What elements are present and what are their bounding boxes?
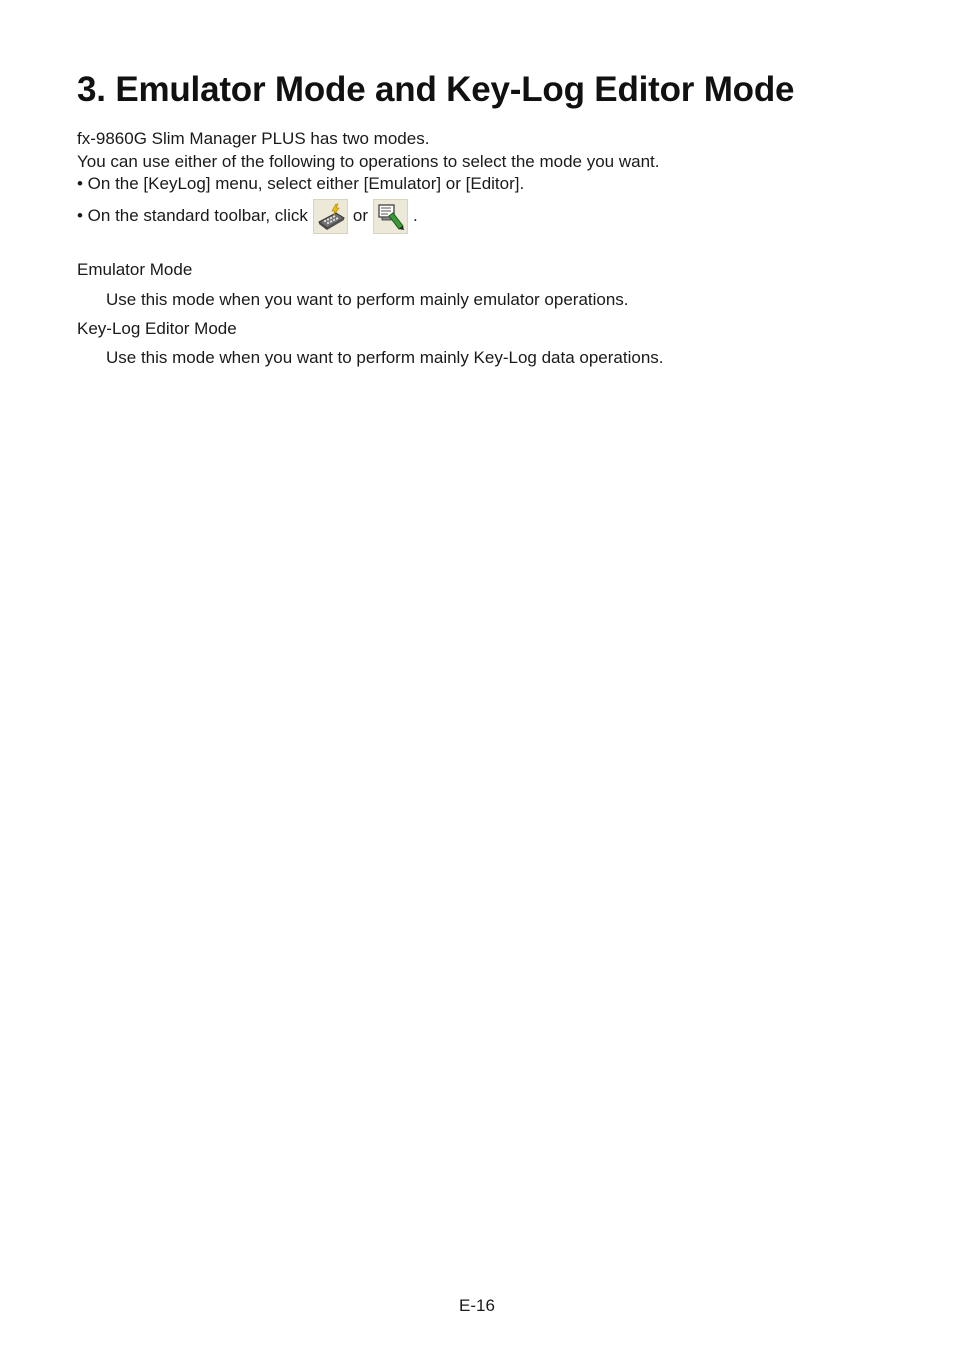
bullet-toolbar-or: or: [352, 206, 368, 225]
intro-line-2: You can use either of the following to operations to select the mode you want.: [77, 152, 660, 171]
page-title: 3. Emulator Mode and Key-Log Editor Mode: [77, 70, 795, 109]
emulator-mode-heading: Emulator Mode: [77, 260, 193, 279]
bullet-toolbar-prefix: • On the standard toolbar, click: [77, 206, 308, 225]
bullet-toolbar-suffix: .: [412, 206, 418, 225]
page-number: E-16: [459, 1296, 495, 1315]
editor-mode-heading: Key-Log Editor Mode: [77, 319, 237, 338]
bullet-menu-instruction: • On the [KeyLog] menu, select either [Emulator] or [Editor].: [77, 174, 525, 193]
bullet-toolbar-instruction: [77, 198, 418, 234]
emulator-keyboard-icon: [313, 199, 348, 234]
emulator-mode-description: Use this mode when you want to perform mainly emulator operations.: [106, 290, 629, 309]
editor-mode-description: Use this mode when you want to perform mainly Key-Log data operations.: [106, 348, 664, 367]
keylog-editor-icon: [373, 199, 408, 234]
intro-line-1: fx-9860G Slim Manager PLUS has two modes.: [77, 129, 430, 148]
